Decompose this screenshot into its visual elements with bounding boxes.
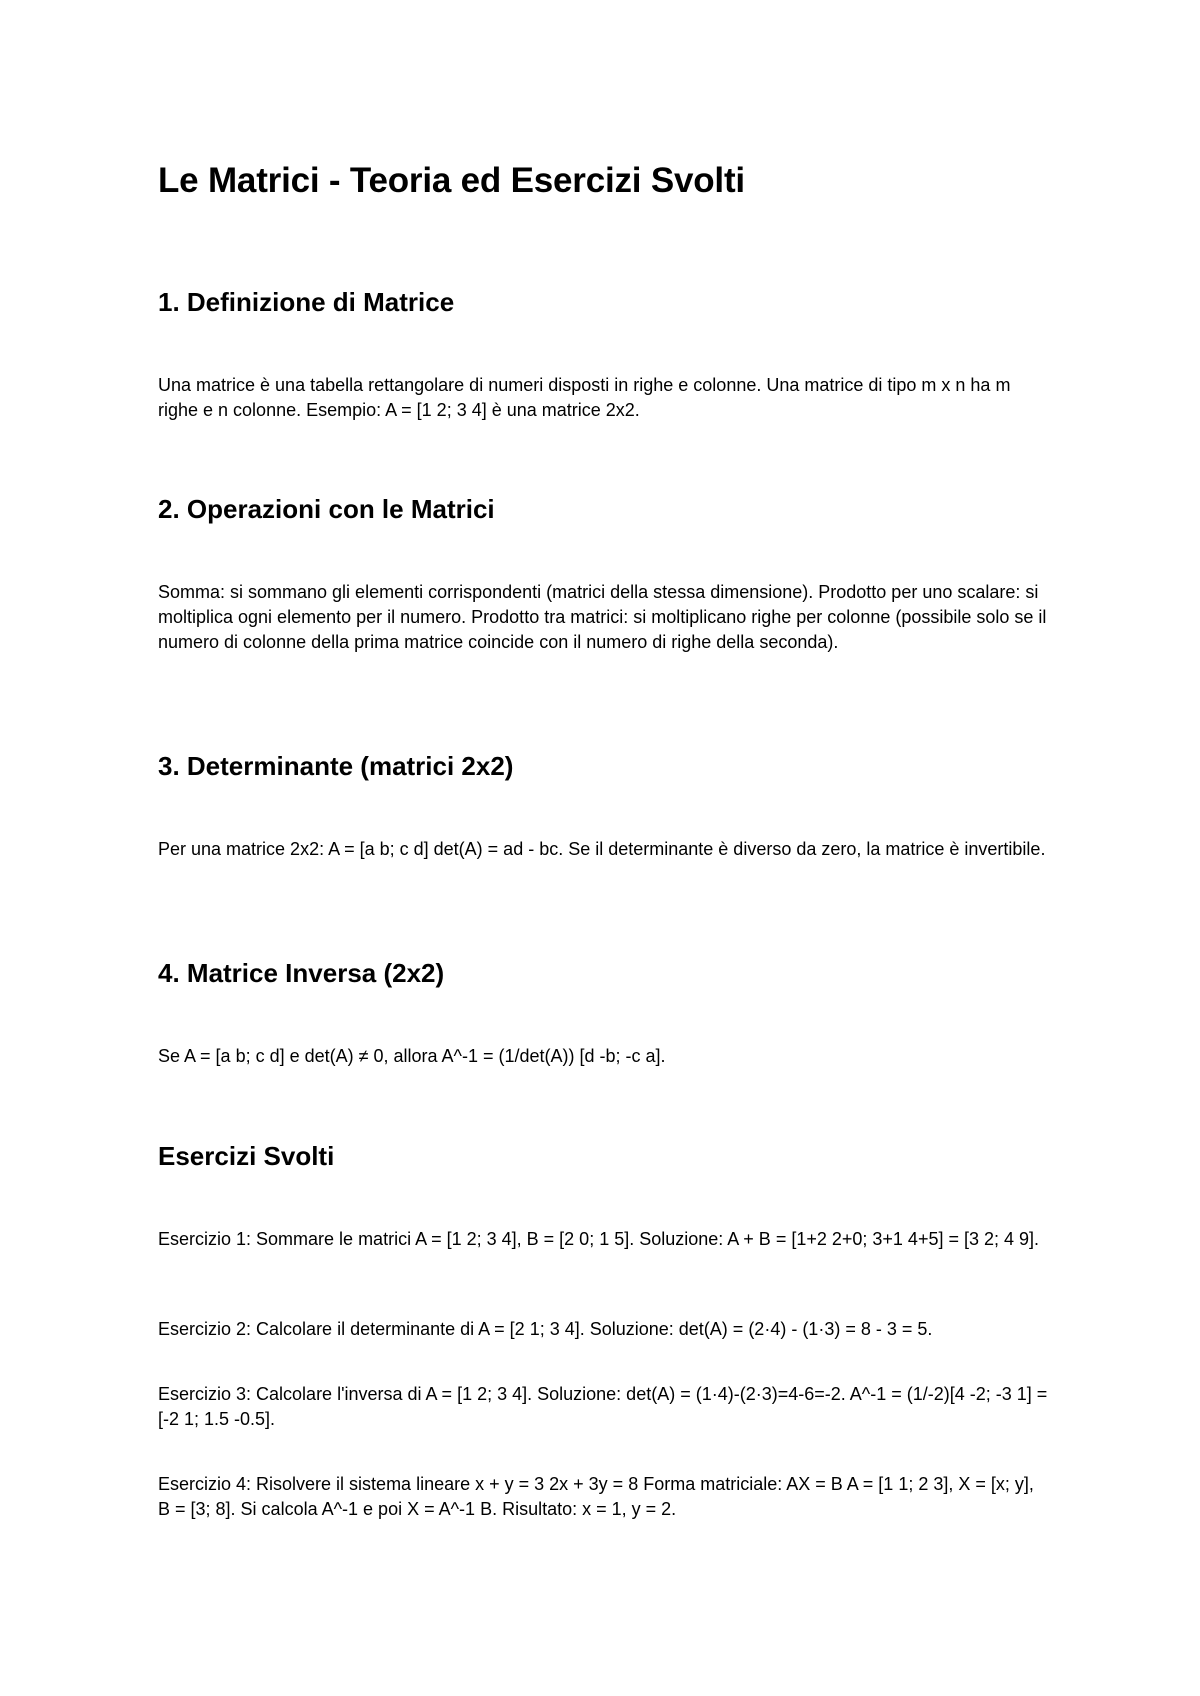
document-title: Le Matrici - Teoria ed Esercizi Svolti [158,161,745,200]
section-heading-determinante: 3. Determinante (matrici 2x2) [158,751,514,781]
section-text-inversa: Se A = [a b; c d] e det(A) ≠ 0, allora A^-1 = (1/det(A)) [d -b; -c a]. [158,1046,666,1066]
exercise-item-3: Esercizio 3: Calcolare l'inversa di A = [1 2; 3 4]. Soluzione: det(A) = (1·4)-(2·3)=4-6=-2. A^-1 = (1/-2)[4 -2; -3 1] = [-2 1; 1.5 -0.5]. [158,1384,1048,1429]
exercise-item-1: Esercizio 1: Sommare le matrici A = [1 2; 3 4], B = [2 0; 1 5]. Soluzione: A + B = [1+2 2+0; 3+1 4+5] = [3 2; 4 9]. [158,1229,1040,1249]
section-heading-definizione: 1. Definizione di Matrice [158,287,455,317]
section-text-definizione: Una matrice è una tabella rettangolare di numeri disposti in righe e colonne. Una matrice di tipo m x n ha m righe e n colonne. Esempio: A = [1 2; 3 4] è una matrice 2x2. [158,375,1011,420]
exercises-heading: Esercizi Svolti [158,1141,335,1171]
section-text-determinante: Per una matrice 2x2: A = [a b; c d] det(A) = ad - bc. Se il determinante è diverso da zero, la matrice è invertibile. [158,839,1046,859]
section-heading-inversa: 4. Matrice Inversa (2x2) [158,958,445,988]
section-text-operazioni: Somma: si sommano gli elementi corrispondenti (matrici della stessa dimensione). Prodotto per uno scalare: si moltiplica ogni elemento per il numero. Prodotto tra matrici: si moltiplicano righe per colonne (possibile solo se il numero di colonne della prima matrice coincide con il numero di righe della seconda). [158,582,1047,652]
exercise-item-2: Esercizio 2: Calcolare il determinante di A = [2 1; 3 4]. Soluzione: det(A) = (2·4) - (1·3) = 8 - 3 = 5. [158,1319,933,1339]
section-heading-operazioni: 2. Operazioni con le Matrici [158,494,495,524]
exercise-item-4: Esercizio 4: Risolvere il sistema lineare x + y = 3 2x + 3y = 8 Forma matriciale: AX = B A = [1 1; 2 3], X = [x; y], B = [3; 8]. Si calcola A^-1 e poi X = A^-1 B. Risultato: x = 1, y = 2. [158,1474,1034,1519]
